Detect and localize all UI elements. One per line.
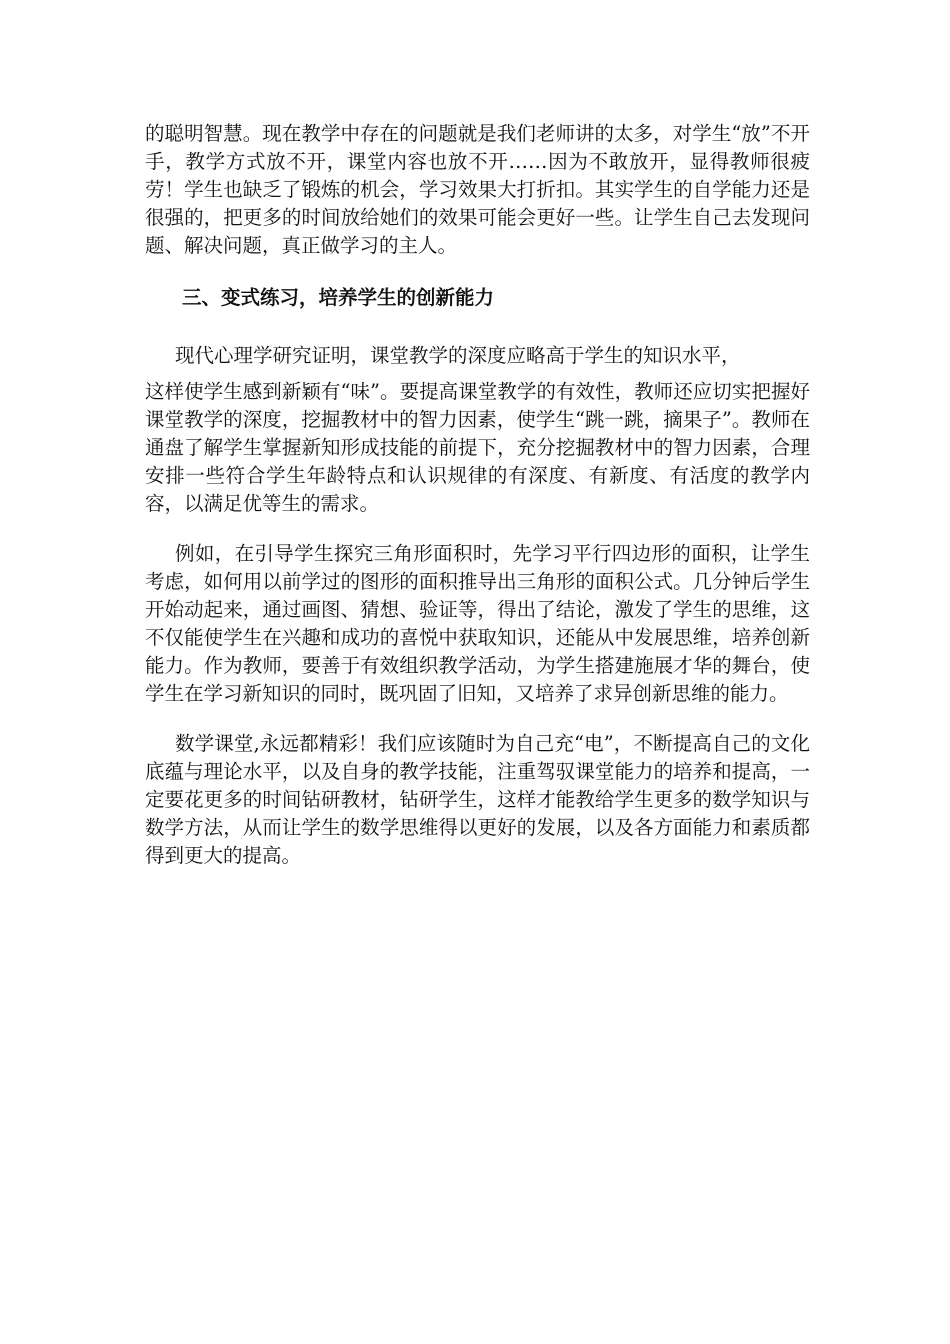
paragraph-4: 数学课堂,永远都精彩！我们应该随时为自己充“电”，不断提高自己的文化底蕴与理论水平，以及自身的教学技能，注重驾驭课堂能力的培养和提高，一定要花更多的时间钻研教材，钻研学生，这样才能教给学生更多的数学知识与数学方法，从而让学生的数学思维得以更好的发展，以及各方面能力和素质都得到更大的提高。 (145, 732, 810, 867)
paragraph-3: 例如，在引导学生探究三角形面积时，先学习平行四边形的面积，让学生考虑，如何用以前学过的图形的面积推导出三角形的面积公式。几分钟后学生开始动起来，通过画图、猜想、验证等，得出了结论，激发了学生的思维，这不仅能使学生在兴趣和成功的喜悦中获取知识，还能从中发展思维，培养创新能力。作为教师，要善于有效组织教学活动，为学生搭建施展才华的舞台，使学生在学习新知识的同时，既巩固了旧知，又培养了求异创新思维的能力。 (145, 542, 810, 705)
paragraph-continuation: 的聪明智慧。现在教学中存在的问题就是我们老师讲的太多，对学生“放”不开手，教学方式放不开，课堂内容也放不开……因为不敢放开，显得教师很疲劳！学生也缺乏了锻炼的机会，学习效果大打折扣。其实学生的自学能力还是很强的，把更多的时间放给她们的效果可能会更好一些。让学生自己去发现问题、解决问题，真正做学习的主人。 (145, 122, 810, 257)
paragraph-2-first-line: 现代心理学研究证明，课堂教学的深度应略高于学生的知识水平， (175, 344, 741, 367)
section-heading-3: 三、变式练习，培养学生的创新能力 (182, 286, 495, 309)
paragraph-2-body: 这样使学生感到新颖有“味”。要提高课堂教学的有效性，教师还应切实把握好课堂教学的深度，挖掘教材中的智力因素，使学生“跳一跳，摘果子”。教师在通盘了解学生掌握新知形成技能的前提下，充分挖掘教材中的智力因素，合理安排一些符合学生年龄特点和认识规律的有深度、有新度、有活度的教学内容，以满足优等生的需求。 (145, 380, 810, 515)
document-page (145, 120, 810, 870)
